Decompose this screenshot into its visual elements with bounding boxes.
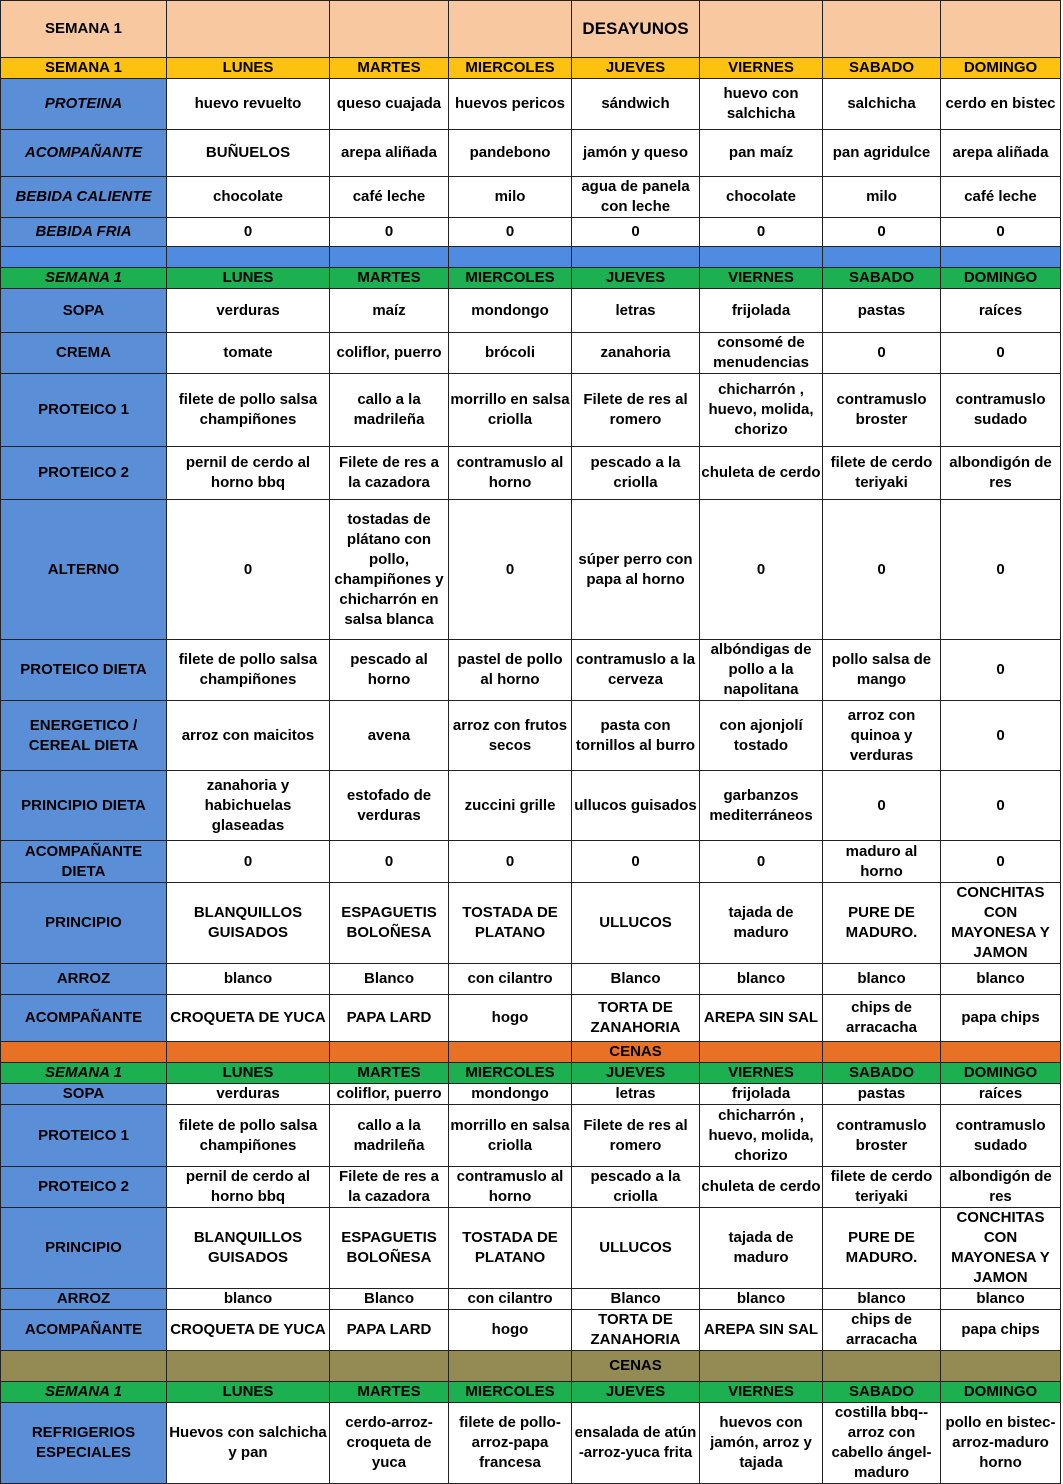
menu-row: [1, 701, 1061, 771]
menu-cell: 0: [167, 218, 330, 247]
menu-cell: filete de pollo salsa champiñones: [167, 640, 330, 701]
day-header: JUEVES: [572, 58, 700, 79]
menu-cell: filete de pollo salsa champiñones: [167, 374, 330, 447]
menu-cell: 0: [572, 218, 700, 247]
menu-cell: 0: [941, 640, 1061, 701]
menu-cell: arroz con quinoa y verduras: [823, 701, 941, 771]
row-label: SOPA: [1, 289, 167, 333]
menu-cell: 0: [330, 218, 449, 247]
menu-row: [1, 333, 1061, 374]
menu-cell: chuleta de cerdo: [700, 1167, 823, 1208]
day-header: MIERCOLES: [449, 1382, 572, 1403]
menu-cell: 0: [823, 333, 941, 374]
menu-cell: pasta con tornillos al burro: [572, 701, 700, 771]
menu-cell: BLANQUILLOS GUISADOS: [167, 1208, 330, 1289]
menu-cell: filete de cerdo teriyaki: [823, 447, 941, 500]
band-blank: [330, 1351, 449, 1382]
row-label: PROTEICO 2: [1, 447, 167, 500]
menu-row: [1, 1310, 1061, 1351]
day-header: MARTES: [330, 1382, 449, 1403]
menu-row: [1, 177, 1061, 218]
menu-cell: pan agridulce: [823, 130, 941, 177]
separator-cell: [823, 247, 941, 268]
menu-cell: papa chips: [941, 1310, 1061, 1351]
menu-cell: chuleta de cerdo: [700, 447, 823, 500]
menu-cell: chocolate: [167, 177, 330, 218]
menu-cell: contramuslo sudado: [941, 1105, 1061, 1167]
menu-cell: mondongo: [449, 289, 572, 333]
menu-row: [1, 447, 1061, 500]
week-title: SEMANA 1: [1, 1, 167, 58]
menu-cell: milo: [449, 177, 572, 218]
week-label: SEMANA 1: [1, 1063, 167, 1084]
menu-cell: blanco: [167, 964, 330, 995]
menu-cell: pescado a la criolla: [572, 1167, 700, 1208]
menu-cell: coliflor, puerro: [330, 333, 449, 374]
band-blank: [941, 1042, 1061, 1063]
menu-cell: 0: [941, 218, 1061, 247]
menu-cell: PURE DE MADURO.: [823, 1208, 941, 1289]
menu-cell: garbanzos mediterráneos: [700, 771, 823, 841]
day-header: JUEVES: [572, 1382, 700, 1403]
menu-cell: arroz con maicitos: [167, 701, 330, 771]
day-header: LUNES: [167, 1063, 330, 1084]
menu-cell: pescado a la criolla: [572, 447, 700, 500]
menu-cell: contramuslo sudado: [941, 374, 1061, 447]
menu-cell: Blanco: [330, 1289, 449, 1310]
menu-cell: agua de panela con leche: [572, 177, 700, 218]
menu-cell: PAPA LARD: [330, 1310, 449, 1351]
row-label: ALTERNO: [1, 500, 167, 640]
row-label: ARROZ: [1, 964, 167, 995]
row-label: CREMA: [1, 333, 167, 374]
menu-cell: 0: [449, 841, 572, 883]
menu-cell: TOSTADA DE PLATANO: [449, 883, 572, 964]
separator-cell: [941, 247, 1061, 268]
menu-row: [1, 1403, 1061, 1484]
menu-row: [1, 640, 1061, 701]
day-header: LUNES: [167, 1382, 330, 1403]
menu-cell: PURE DE MADURO.: [823, 883, 941, 964]
menu-cell: huevos con jamón, arroz y tajada: [700, 1403, 823, 1484]
day-header: MARTES: [330, 268, 449, 289]
section-title: CENAS: [572, 1351, 700, 1382]
separator-cell: [167, 247, 330, 268]
menu-row: [1, 1289, 1061, 1310]
menu-cell: Huevos con salchicha y pan: [167, 1403, 330, 1484]
menu-cell: morrillo en salsa criolla: [449, 1105, 572, 1167]
day-header-row: [1, 1382, 1061, 1403]
menu-cell: 0: [823, 771, 941, 841]
menu-cell: jamón y queso: [572, 130, 700, 177]
day-header: SABADO: [823, 268, 941, 289]
section-title: CENAS: [572, 1042, 700, 1063]
week-label: SEMANA 1: [1, 58, 167, 79]
row-label: PROTEINA: [1, 79, 167, 130]
menu-cell: consomé de menudencias: [700, 333, 823, 374]
menu-cell: sándwich: [572, 79, 700, 130]
band-blank: [823, 1351, 941, 1382]
row-label: PROTEICO 2: [1, 1167, 167, 1208]
menu-cell: filete de pollo salsa champiñones: [167, 1105, 330, 1167]
day-header: LUNES: [167, 58, 330, 79]
menu-cell: blanco: [823, 1289, 941, 1310]
menu-cell: pandebono: [449, 130, 572, 177]
menu-cell: contramuslo broster: [823, 374, 941, 447]
day-header: VIERNES: [700, 58, 823, 79]
band-blank: [167, 1042, 330, 1063]
day-header: DOMINGO: [941, 1382, 1061, 1403]
header-blank: [700, 1, 823, 58]
menu-cell: blanco: [167, 1289, 330, 1310]
menu-cell: 0: [941, 841, 1061, 883]
menu-cell: pastas: [823, 1084, 941, 1105]
menu-cell: frijolada: [700, 289, 823, 333]
menu-cell: blanco: [941, 1289, 1061, 1310]
menu-cell: coliflor, puerro: [330, 1084, 449, 1105]
menu-cell: arepa aliñada: [941, 130, 1061, 177]
menu-cell: chips de arracacha: [823, 1310, 941, 1351]
menu-cell: Filete de res al romero: [572, 1105, 700, 1167]
menu-cell: con cilantro: [449, 1289, 572, 1310]
menu-cell: 0: [941, 701, 1061, 771]
band-blank: [823, 1042, 941, 1063]
menu-cell: contramuslo a la cerveza: [572, 640, 700, 701]
menu-row: [1, 218, 1061, 247]
menu-cell: 0: [700, 500, 823, 640]
day-header: SABADO: [823, 1382, 941, 1403]
menu-cell: zuccini grille: [449, 771, 572, 841]
day-header: VIERNES: [700, 268, 823, 289]
header-blank: [330, 1, 449, 58]
menu-cell: hogo: [449, 1310, 572, 1351]
week-label: SEMANA 1: [1, 1382, 167, 1403]
day-header: MIERCOLES: [449, 1063, 572, 1084]
menu-cell: huevo con salchicha: [700, 79, 823, 130]
menu-cell: café leche: [941, 177, 1061, 218]
day-header: JUEVES: [572, 1063, 700, 1084]
row-label: PROTEICO 1: [1, 1105, 167, 1167]
menu-cell: TOSTADA DE PLATANO: [449, 1208, 572, 1289]
row-label: ARROZ: [1, 1289, 167, 1310]
menu-cell: maíz: [330, 289, 449, 333]
menu-cell: BUÑUELOS: [167, 130, 330, 177]
band-blank: [449, 1042, 572, 1063]
menu-row: [1, 1167, 1061, 1208]
separator-cell: [1, 247, 167, 268]
menu-cell: chicharrón , huevo, molida, chorizo: [700, 374, 823, 447]
row-label: PRINCIPIO: [1, 1208, 167, 1289]
row-label: PROTEICO DIETA: [1, 640, 167, 701]
menu-cell: pastel de pollo al horno: [449, 640, 572, 701]
section-band: [1, 1351, 1061, 1382]
separator-cell: [572, 247, 700, 268]
menu-cell: CONCHITAS CON MAYONESA Y JAMON: [941, 1208, 1061, 1289]
menu-cell: arepa aliñada: [330, 130, 449, 177]
menu-cell: CROQUETA DE YUCA: [167, 995, 330, 1042]
day-header: VIERNES: [700, 1382, 823, 1403]
menu-cell: contramuslo broster: [823, 1105, 941, 1167]
menu-cell: 0: [167, 841, 330, 883]
menu-cell: con cilantro: [449, 964, 572, 995]
menu-cell: ESPAGUETIS BOLOÑESA: [330, 883, 449, 964]
day-header: MIERCOLES: [449, 58, 572, 79]
menu-cell: TORTA DE ZANAHORIA: [572, 995, 700, 1042]
row-label: ACOMPAÑANTE: [1, 1310, 167, 1351]
menu-cell: Filete de res a la cazadora: [330, 1167, 449, 1208]
menu-cell: tostadas de plátano con pollo, champiñones y chicharrón en salsa blanca: [330, 500, 449, 640]
menu-cell: 0: [572, 841, 700, 883]
menu-cell: TORTA DE ZANAHORIA: [572, 1310, 700, 1351]
band-blank: [1, 1351, 167, 1382]
row-label: BEBIDA CALIENTE: [1, 177, 167, 218]
menu-cell: huevos pericos: [449, 79, 572, 130]
band-blank: [1, 1042, 167, 1063]
day-header: SABADO: [823, 1063, 941, 1084]
menu-cell: costilla bbq--arroz con cabello ángel-maduro: [823, 1403, 941, 1484]
menu-cell: morrillo en salsa criolla: [449, 374, 572, 447]
menu-cell: AREPA SIN SAL: [700, 1310, 823, 1351]
header-blank: [823, 1, 941, 58]
header-blank: [167, 1, 330, 58]
menu-row: [1, 771, 1061, 841]
day-header: SABADO: [823, 58, 941, 79]
menu-cell: 0: [700, 218, 823, 247]
day-header-row: [1, 58, 1061, 79]
menu-cell: queso cuajada: [330, 79, 449, 130]
menu-cell: cerdo en bistec: [941, 79, 1061, 130]
day-header: MIERCOLES: [449, 268, 572, 289]
menu-cell: 0: [330, 841, 449, 883]
menu-cell: albondigón de res: [941, 447, 1061, 500]
menu-row: [1, 1084, 1061, 1105]
separator-cell: [449, 247, 572, 268]
menu-cell: tajada de maduro: [700, 1208, 823, 1289]
menu-cell: pernil de cerdo al horno bbq: [167, 447, 330, 500]
day-header: VIERNES: [700, 1063, 823, 1084]
section-title: DESAYUNOS: [572, 1, 700, 58]
menu-cell: zanahoria: [572, 333, 700, 374]
day-header-row: [1, 268, 1061, 289]
menu-cell: milo: [823, 177, 941, 218]
menu-row: [1, 883, 1061, 964]
row-label: PROTEICO 1: [1, 374, 167, 447]
menu-cell: tajada de maduro: [700, 883, 823, 964]
menu-cell: ESPAGUETIS BOLOÑESA: [330, 1208, 449, 1289]
menu-cell: brócoli: [449, 333, 572, 374]
menu-cell: pescado al horno: [330, 640, 449, 701]
section-band: [1, 1042, 1061, 1063]
band-blank: [700, 1042, 823, 1063]
header-row: [1, 1, 1061, 58]
menu-row: [1, 374, 1061, 447]
menu-row: [1, 1105, 1061, 1167]
menu-cell: 0: [941, 500, 1061, 640]
menu-cell: chocolate: [700, 177, 823, 218]
menu-cell: verduras: [167, 289, 330, 333]
menu-cell: letras: [572, 1084, 700, 1105]
menu-cell: 0: [167, 500, 330, 640]
menu-cell: con ajonjolí tostado: [700, 701, 823, 771]
menu-cell: CROQUETA DE YUCA: [167, 1310, 330, 1351]
menu-cell: contramuslo al horno: [449, 447, 572, 500]
menu-cell: 0: [823, 218, 941, 247]
menu-cell: letras: [572, 289, 700, 333]
menu-cell: AREPA SIN SAL: [700, 995, 823, 1042]
menu-cell: pastas: [823, 289, 941, 333]
menu-cell: BLANQUILLOS GUISADOS: [167, 883, 330, 964]
menu-cell: frijolada: [700, 1084, 823, 1105]
row-label: ACOMPAÑANTE: [1, 995, 167, 1042]
row-label: BEBIDA FRIA: [1, 218, 167, 247]
menu-cell: Filete de res a la cazadora: [330, 447, 449, 500]
separator-row: [1, 247, 1061, 268]
menu-cell: pernil de cerdo al horno bbq: [167, 1167, 330, 1208]
menu-cell: raíces: [941, 1084, 1061, 1105]
band-blank: [330, 1042, 449, 1063]
band-blank: [167, 1351, 330, 1382]
menu-cell: pan maíz: [700, 130, 823, 177]
menu-cell: salchicha: [823, 79, 941, 130]
day-header: LUNES: [167, 268, 330, 289]
menu-cell: ensalada de atún -arroz-yuca frita: [572, 1403, 700, 1484]
menu-cell: avena: [330, 701, 449, 771]
menu-cell: 0: [700, 841, 823, 883]
menu-row: [1, 79, 1061, 130]
menu-cell: maduro al horno: [823, 841, 941, 883]
menu-cell: Blanco: [572, 1289, 700, 1310]
menu-cell: 0: [941, 333, 1061, 374]
row-label: PRINCIPIO DIETA: [1, 771, 167, 841]
row-label: SOPA: [1, 1084, 167, 1105]
band-blank: [941, 1351, 1061, 1382]
menu-cell: albondigón de res: [941, 1167, 1061, 1208]
menu-cell: 0: [449, 500, 572, 640]
menu-cell: blanco: [823, 964, 941, 995]
menu-cell: Blanco: [330, 964, 449, 995]
menu-cell: café leche: [330, 177, 449, 218]
menu-cell: callo a la madrileña: [330, 1105, 449, 1167]
menu-cell: blanco: [700, 1289, 823, 1310]
row-label: REFRIGERIOS ESPECIALES: [1, 1403, 167, 1484]
menu-cell: filete de pollo-arroz-papa francesa: [449, 1403, 572, 1484]
menu-cell: raíces: [941, 289, 1061, 333]
menu-cell: súper perro con papa al horno: [572, 500, 700, 640]
menu-cell: PAPA LARD: [330, 995, 449, 1042]
band-blank: [449, 1351, 572, 1382]
menu-cell: tomate: [167, 333, 330, 374]
day-header: MARTES: [330, 58, 449, 79]
day-header: DOMINGO: [941, 1063, 1061, 1084]
menu-row: [1, 130, 1061, 177]
menu-cell: blanco: [700, 964, 823, 995]
menu-cell: pollo en bistec-arroz-maduro horno: [941, 1403, 1061, 1484]
menu-cell: 0: [823, 500, 941, 640]
menu-cell: Blanco: [572, 964, 700, 995]
menu-row: [1, 841, 1061, 883]
menu-cell: chips de arracacha: [823, 995, 941, 1042]
band-blank: [700, 1351, 823, 1382]
header-blank: [941, 1, 1061, 58]
menu-row: [1, 964, 1061, 995]
day-header-row: [1, 1063, 1061, 1084]
menu-cell: CONCHITAS CON MAYONESA Y JAMON: [941, 883, 1061, 964]
day-header: DOMINGO: [941, 268, 1061, 289]
menu-row: [1, 289, 1061, 333]
menu-row: [1, 500, 1061, 640]
day-header: MARTES: [330, 1063, 449, 1084]
menu-cell: arroz con frutos secos: [449, 701, 572, 771]
menu-cell: ullucos guisados: [572, 771, 700, 841]
menu-cell: Filete de res al romero: [572, 374, 700, 447]
menu-cell: zanahoria y habichuelas glaseadas: [167, 771, 330, 841]
menu-cell: estofado de verduras: [330, 771, 449, 841]
menu-cell: huevo revuelto: [167, 79, 330, 130]
separator-cell: [330, 247, 449, 268]
menu-cell: chicharrón , huevo, molida, chorizo: [700, 1105, 823, 1167]
menu-row: [1, 1208, 1061, 1289]
row-label: ACOMPAÑANTE: [1, 130, 167, 177]
menu-cell: callo a la madrileña: [330, 374, 449, 447]
menu-cell: blanco: [941, 964, 1061, 995]
menu-cell: 0: [941, 771, 1061, 841]
row-label: ENERGETICO / CEREAL DIETA: [1, 701, 167, 771]
separator-cell: [700, 247, 823, 268]
day-header: DOMINGO: [941, 58, 1061, 79]
menu-cell: verduras: [167, 1084, 330, 1105]
menu-cell: mondongo: [449, 1084, 572, 1105]
menu-cell: albóndigas de pollo a la napolitana: [700, 640, 823, 701]
menu-cell: filete de cerdo teriyaki: [823, 1167, 941, 1208]
row-label: PRINCIPIO: [1, 883, 167, 964]
menu-cell: ULLUCOS: [572, 883, 700, 964]
menu-cell: 0: [449, 218, 572, 247]
menu-cell: contramuslo al horno: [449, 1167, 572, 1208]
menu-cell: papa chips: [941, 995, 1061, 1042]
row-label: ACOMPAÑANTE DIETA: [1, 841, 167, 883]
menu-cell: hogo: [449, 995, 572, 1042]
menu-row: [1, 995, 1061, 1042]
week-label: SEMANA 1: [1, 268, 167, 289]
menu-cell: ULLUCOS: [572, 1208, 700, 1289]
header-blank: [449, 1, 572, 58]
menu-cell: cerdo-arroz-croqueta de yuca: [330, 1403, 449, 1484]
menu-cell: pollo salsa de mango: [823, 640, 941, 701]
day-header: JUEVES: [572, 268, 700, 289]
